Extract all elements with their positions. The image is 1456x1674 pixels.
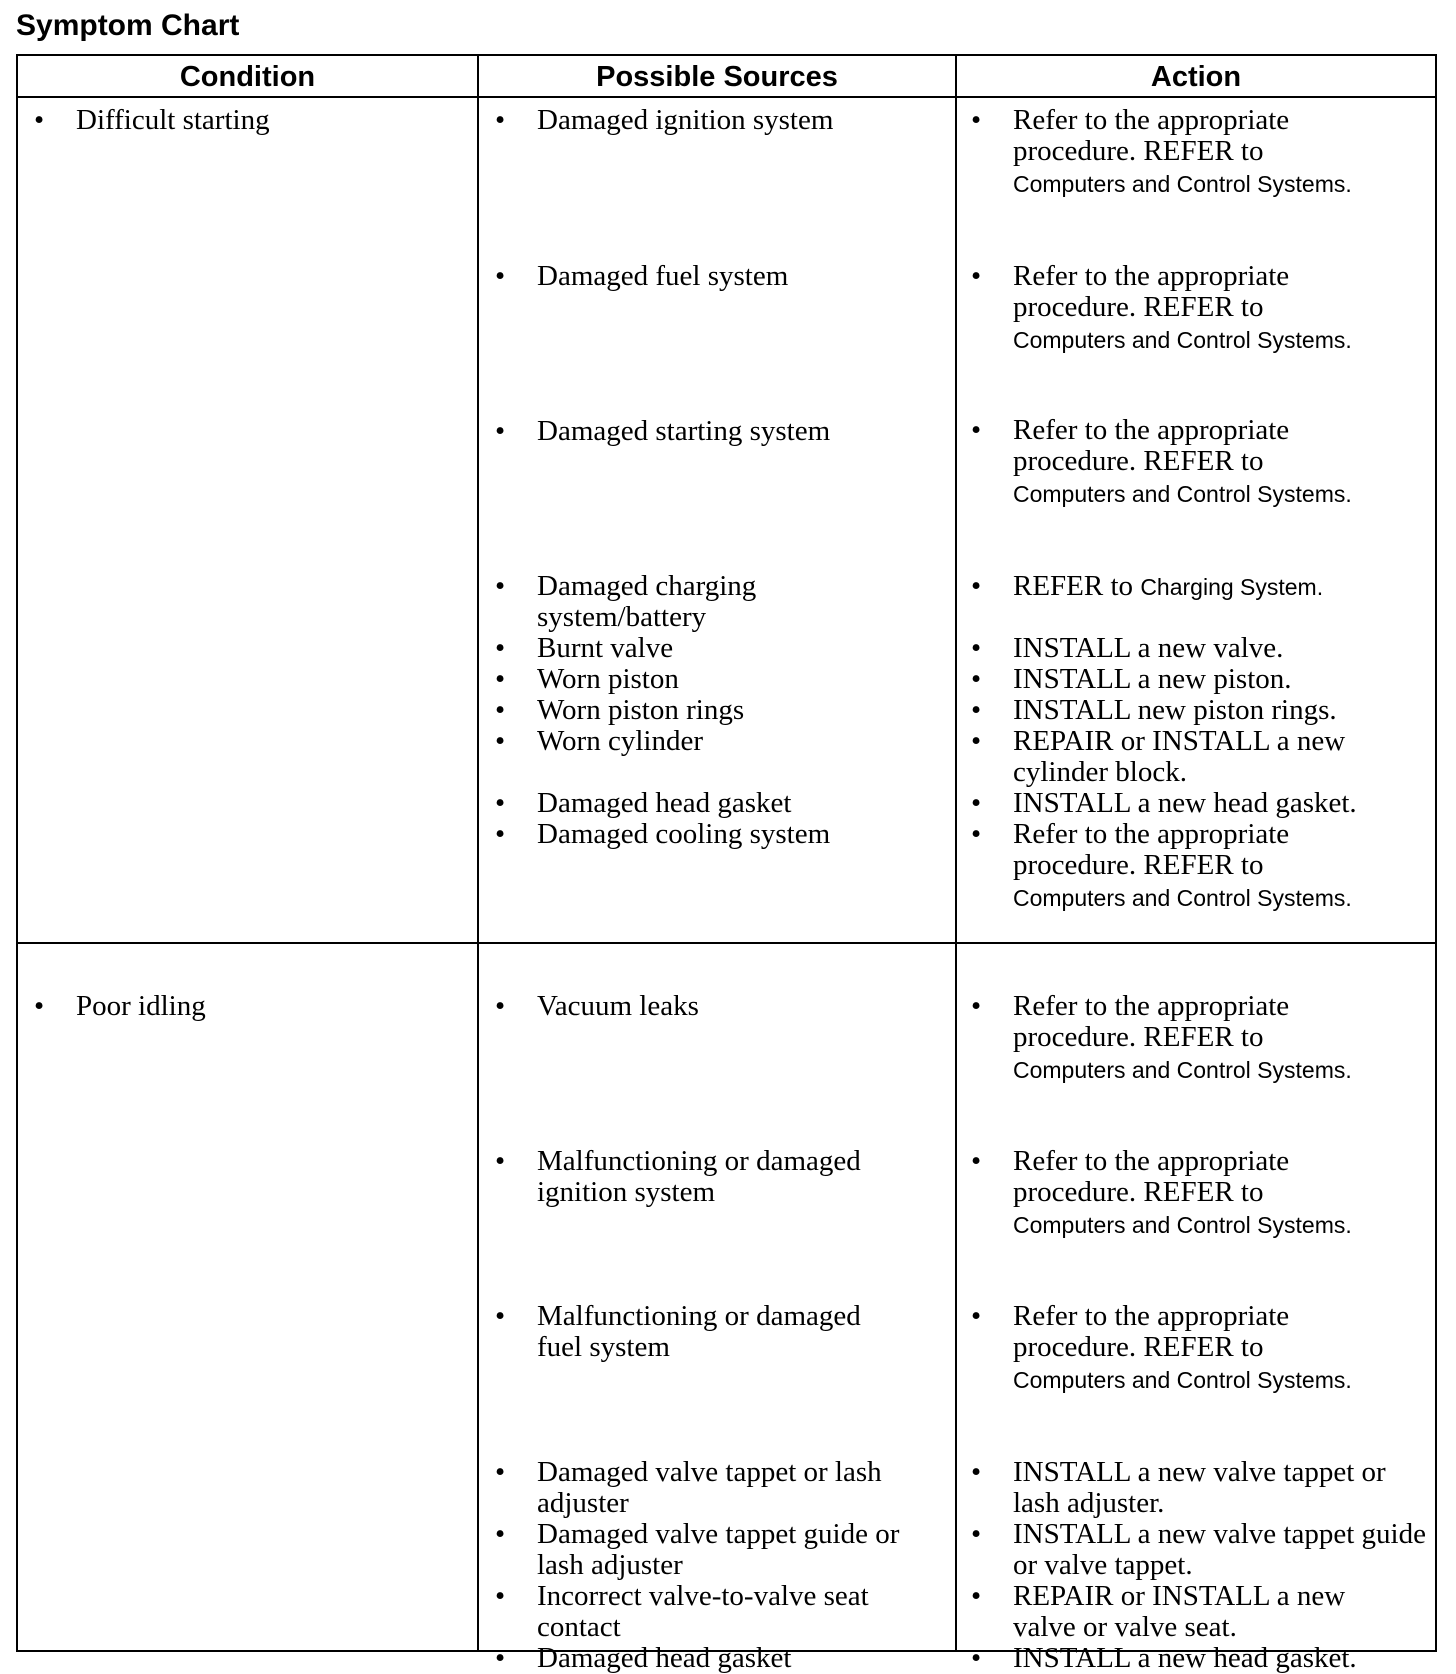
reference-link: Computers and Control Systems.	[1013, 481, 1352, 507]
source-item: • Vacuum leaks	[479, 991, 953, 1022]
source-item: • Worn piston	[479, 664, 953, 695]
action-item: • REPAIR or INSTALL a new cylinder block.	[957, 726, 1377, 788]
reference-link: Computers and Control Systems.	[1013, 171, 1352, 197]
page-title: Symptom Chart	[16, 9, 240, 42]
source-item: • Damaged head gasket	[479, 1643, 953, 1674]
reference-link: Computers and Control Systems.	[1013, 885, 1352, 911]
source-item: • Damaged ignition system	[479, 105, 953, 136]
source-item: • Malfunctioning or damaged ignition system	[479, 1146, 899, 1208]
source-item: • Worn piston rings	[479, 695, 953, 726]
action-item: • INSTALL new piston rings.	[957, 695, 1427, 726]
symptom-chart-table	[16, 54, 1437, 1674]
action-item: • REFER to Charging System.	[957, 571, 1427, 603]
row-divider	[18, 942, 1435, 944]
column-divider	[477, 56, 479, 1650]
source-item: • Burnt valve	[479, 633, 953, 664]
source-item: • Damaged valve tappet or lash adjuster	[479, 1457, 949, 1519]
reference-link: Computers and Control Systems.	[1013, 1212, 1352, 1238]
action-item: • REPAIR or INSTALL a new valve or valve seat.	[957, 1581, 1397, 1643]
action-item: • Refer to the appropriate procedure. REFER to Computers and Control Systems.	[957, 991, 1397, 1087]
header-possible-sources: Possible Sources	[596, 61, 838, 93]
source-item: • Malfunctioning or damaged fuel system	[479, 1301, 899, 1363]
reference-link: Computers and Control Systems.	[1013, 1057, 1352, 1083]
condition-text: • Poor idling	[18, 991, 477, 1022]
table-row-condition	[18, 991, 477, 1022]
source-item: • Damaged head gasket	[479, 788, 953, 819]
source-item: • Damaged cooling system	[479, 819, 953, 850]
reference-link: Computers and Control Systems.	[1013, 1367, 1352, 1393]
action-item: • INSTALL a new valve.	[957, 633, 1427, 664]
action-item: • Refer to the appropriate procedure. REFER to Computers and Control Systems.	[957, 1301, 1397, 1397]
action-item: • Refer to the appropriate procedure. REFER to Computers and Control Systems.	[957, 415, 1397, 511]
condition-text: • Difficult starting	[18, 105, 477, 136]
source-item: • Damaged charging system/battery	[479, 571, 779, 633]
action-item: • INSTALL a new piston.	[957, 664, 1427, 695]
reference-link: Charging System.	[1140, 574, 1324, 600]
action-item: • Refer to the appropriate procedure. REFER to Computers and Control Systems.	[957, 261, 1397, 357]
action-item: • Refer to the appropriate procedure. REFER to Computers and Control Systems.	[957, 819, 1397, 915]
source-item: • Damaged fuel system	[479, 261, 953, 292]
header-condition: Condition	[179, 61, 316, 93]
action-item: • INSTALL a new head gasket.	[957, 788, 1427, 819]
action-item: • Refer to the appropriate procedure. REFER to Computers and Control Systems.	[957, 1146, 1397, 1242]
action-item: • INSTALL a new valve tappet guide or valve tappet.	[957, 1519, 1427, 1581]
table-row-condition	[18, 105, 477, 136]
action-item: • INSTALL a new valve tappet or lash adjuster.	[957, 1457, 1427, 1519]
action-item: • Refer to the appropriate procedure. REFER to Computers and Control Systems.	[957, 105, 1397, 201]
action-item: • INSTALL a new head gasket.	[957, 1643, 1427, 1674]
source-item: • Worn cylinder	[479, 726, 953, 757]
source-item: • Damaged valve tappet guide or lash adjuster	[479, 1519, 939, 1581]
source-item: • Incorrect valve-to-valve seat contact	[479, 1581, 939, 1643]
source-item: • Damaged starting system	[479, 416, 953, 447]
header-action: Action	[1150, 61, 1242, 93]
reference-link: Computers and Control Systems.	[1013, 327, 1352, 353]
